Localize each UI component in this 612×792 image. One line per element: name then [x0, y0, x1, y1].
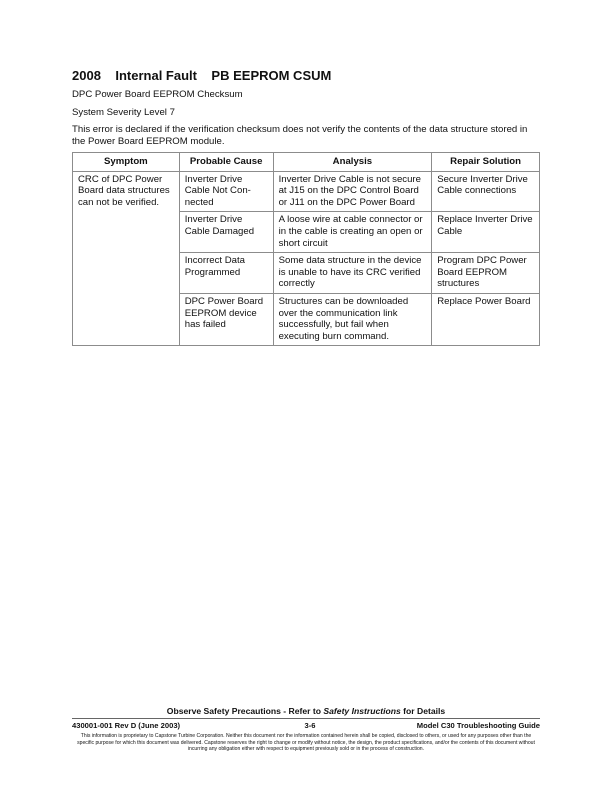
document-number: 430001-001 Rev D (June 2003): [72, 721, 181, 730]
analysis-cell: A loose wire at cable connector or in the cable is creating an open or short circuit: [273, 212, 432, 253]
severity-level: System Severity Level 7: [72, 107, 175, 118]
fault-subtitle: DPC Power Board EEPROM Checksum: [72, 89, 243, 100]
cause-cell: Inverter Drive Cable Damaged: [179, 212, 273, 253]
analysis-cell: Structures can be downloaded over the communication link successfully, but fail when executing burn command.: [273, 293, 432, 345]
column-header-repair-solution: Repair Solution: [432, 153, 540, 172]
footer-divider: [72, 718, 540, 719]
proprietary-notice: This information is proprietary to Capstone Turbine Corporation. Neither this document nor the information contained herein shall be copied, disclosed to others, or used for any purposes other than the specific purpose for which this document was delivered. Capstone reserves the right to change or modify without notice, the design, the product specifications, and/or the contents of this document without incurring any obligation either with respect to equipment previously sold or in the process of construction.: [77, 733, 535, 753]
analysis-cell: Inverter Drive Cable is not secure at J15 on the DPC Control Board or J11 on the DPC Power Board: [273, 171, 432, 212]
troubleshooting-table: [72, 152, 540, 346]
table-row: [73, 171, 540, 212]
safety-notice-prefix: Observe Safety Precautions - Refer to: [166, 706, 324, 716]
cause-cell: Incorrect Data Programmed: [179, 253, 273, 294]
column-header-symptom: Symptom: [73, 153, 180, 172]
safety-notice: [72, 706, 540, 716]
analysis-cell: Some data structure in the device is unable to have its CRC verified correctly: [273, 253, 432, 294]
fault-description: This error is declared if the verification checksum does not verify the contents of the data structure stored in the Power Board EEPROM module.: [72, 124, 528, 147]
solution-cell: Replace Inverter Drive Cable: [432, 212, 540, 253]
solution-cell: Program DPC Power Board EEPROM structures: [432, 253, 540, 294]
page-title: 2008 Internal Fault PB EEPROM CSUM: [72, 68, 332, 83]
column-header-probable-cause: Probable Cause: [179, 153, 273, 172]
page-number: 3-6: [304, 721, 316, 730]
safety-instructions-reference: Safety Instructions: [323, 706, 401, 716]
table-header-row: [73, 153, 540, 172]
safety-notice-suffix: for Details: [400, 706, 446, 716]
cause-cell: DPC Power Board EEPROM device has failed: [179, 293, 273, 345]
solution-cell: Replace Power Board: [432, 293, 540, 345]
cause-cell: Inverter Drive Cable Not Con-nected: [179, 171, 273, 212]
solution-cell: Secure Inverter Drive Cable connections: [432, 171, 540, 212]
column-header-analysis: Analysis: [273, 153, 432, 172]
guide-title: Model C30 Troubleshooting Guide: [416, 721, 540, 730]
symptom-cell: CRC of DPC Power Board data structures can not be verified.: [73, 171, 180, 346]
